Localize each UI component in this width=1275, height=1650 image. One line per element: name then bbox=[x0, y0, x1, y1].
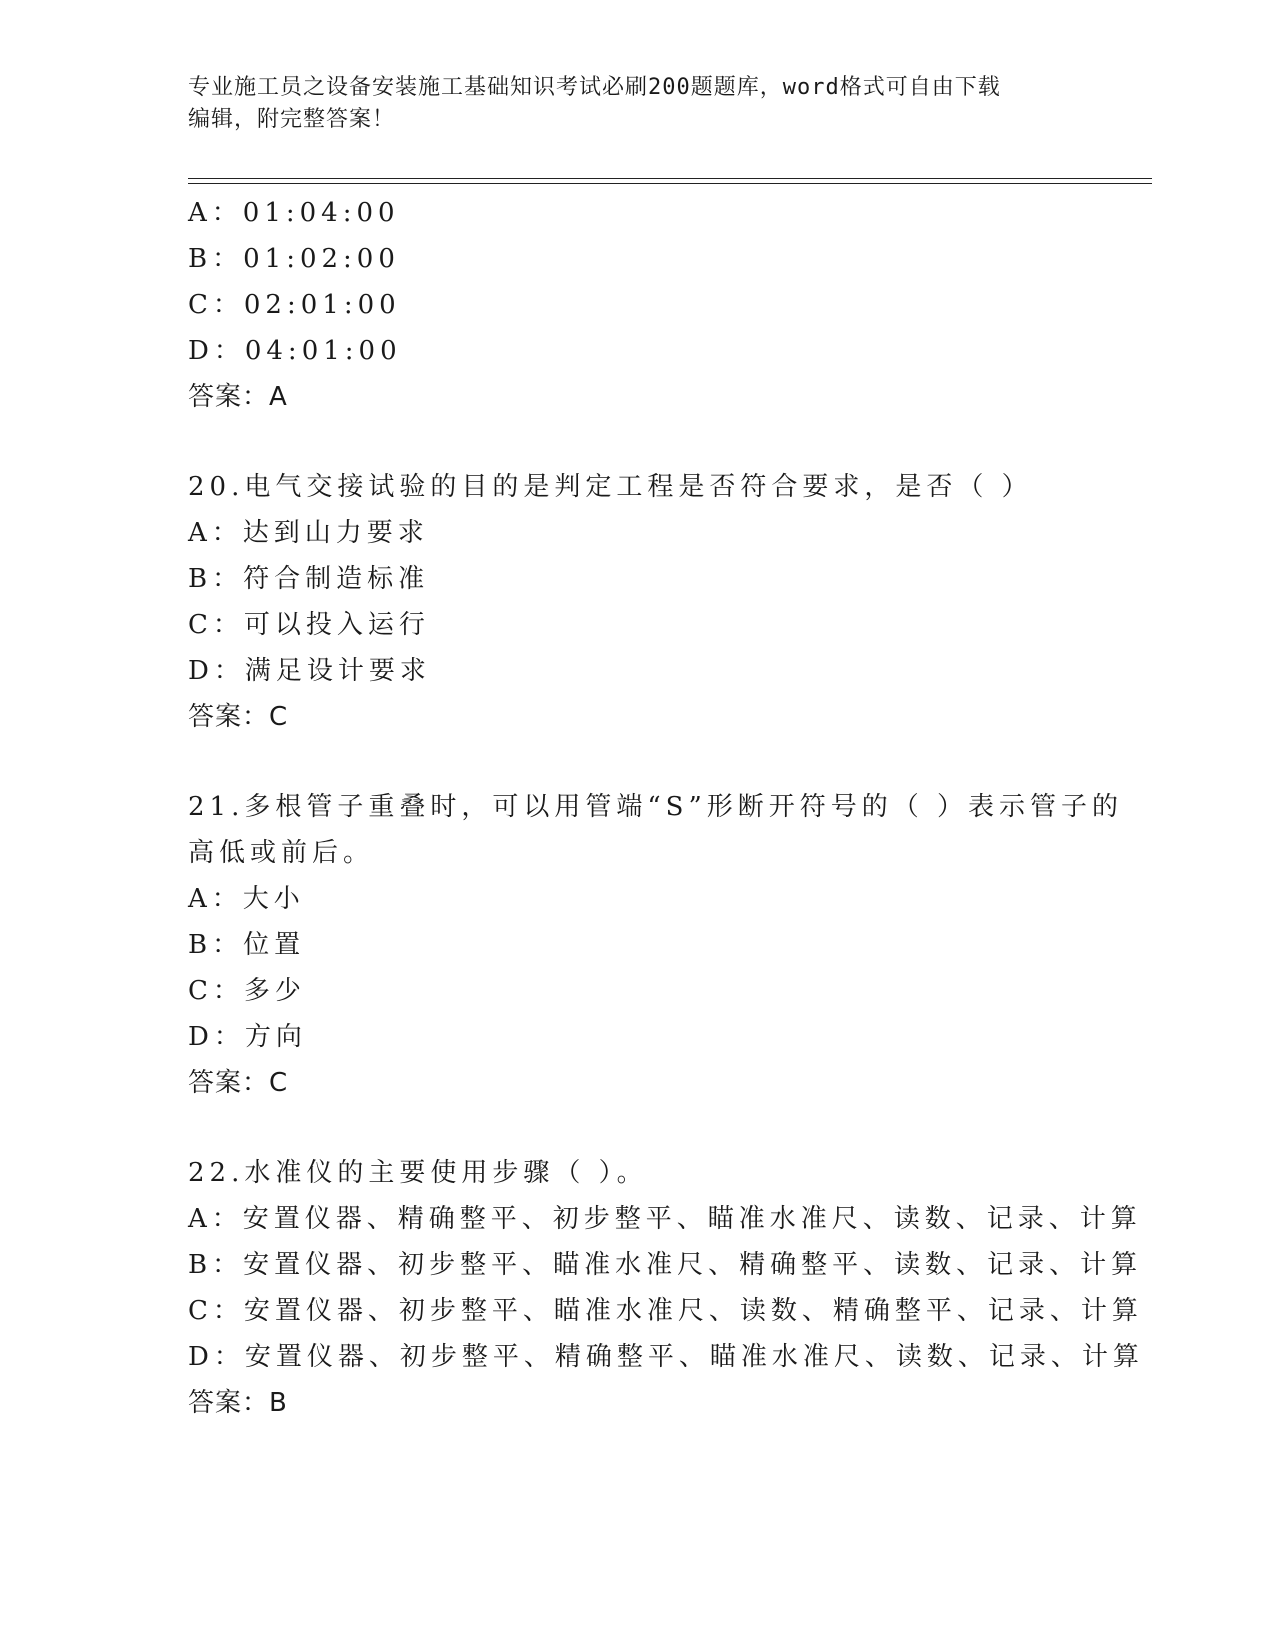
option-a: A：达到山力要求 bbox=[188, 518, 429, 548]
option-d: D：满足设计要求 bbox=[188, 656, 431, 686]
option-b: B：位置 bbox=[188, 930, 306, 960]
header-line-1: 专业施工员之设备安装施工基础知识考试必刷200题题库，word格式可自由下载 bbox=[188, 75, 1001, 100]
answer: 答案：A bbox=[188, 382, 288, 412]
option-d: D：04:01:00 bbox=[188, 336, 402, 366]
document-header bbox=[188, 72, 1088, 136]
option-a: A：安置仪器、精确整平、初步整平、瞄准水准尺、读数、记录、计算 bbox=[188, 1204, 1142, 1234]
option-d: D：方向 bbox=[188, 1022, 307, 1052]
question-text: 21.多根管子重叠时，可以用管端“S”形断开符号的（ ）表示管子的 bbox=[188, 792, 1124, 822]
answer: 答案：B bbox=[188, 1388, 288, 1418]
question-text: 22.水准仪的主要使用步骤（ ）。 bbox=[188, 1158, 648, 1188]
answer: 答案：C bbox=[188, 702, 289, 732]
spacer bbox=[188, 740, 1148, 784]
option-b: B：01:02:00 bbox=[188, 244, 400, 274]
question-list bbox=[188, 190, 1148, 1426]
question-block-21 bbox=[188, 784, 1148, 1106]
option-b: B：安置仪器、初步整平、瞄准水准尺、精确整平、读数、记录、计算 bbox=[188, 1250, 1143, 1280]
question-block-19 bbox=[188, 190, 1148, 420]
header-divider-bottom bbox=[188, 183, 1152, 184]
option-a: A：01:04:00 bbox=[188, 198, 400, 228]
option-c: C：多少 bbox=[188, 976, 306, 1006]
question-block-22 bbox=[188, 1150, 1148, 1426]
spacer bbox=[188, 420, 1148, 464]
question-text: 20.电气交接试验的目的是判定工程是否符合要求，是否（ ） bbox=[188, 472, 1033, 502]
header-divider-top bbox=[188, 178, 1152, 179]
question-block-20 bbox=[188, 464, 1148, 740]
option-a: A：大小 bbox=[188, 884, 305, 914]
option-c: C：02:01:00 bbox=[188, 290, 401, 320]
header-line-2: 编辑，附完整答案！ bbox=[188, 107, 396, 132]
answer: 答案：C bbox=[188, 1068, 289, 1098]
option-b: B：符合制造标准 bbox=[188, 564, 430, 594]
question-text-continued: 高低或前后。 bbox=[188, 838, 375, 868]
option-c: C：可以投入运行 bbox=[188, 610, 430, 640]
spacer bbox=[188, 1106, 1148, 1150]
option-c: C：安置仪器、初步整平、瞄准水准尺、读数、精确整平、记录、计算 bbox=[188, 1296, 1143, 1326]
option-d: D：安置仪器、初步整平、精确整平、瞄准水准尺、读数、记录、计算 bbox=[188, 1342, 1144, 1372]
